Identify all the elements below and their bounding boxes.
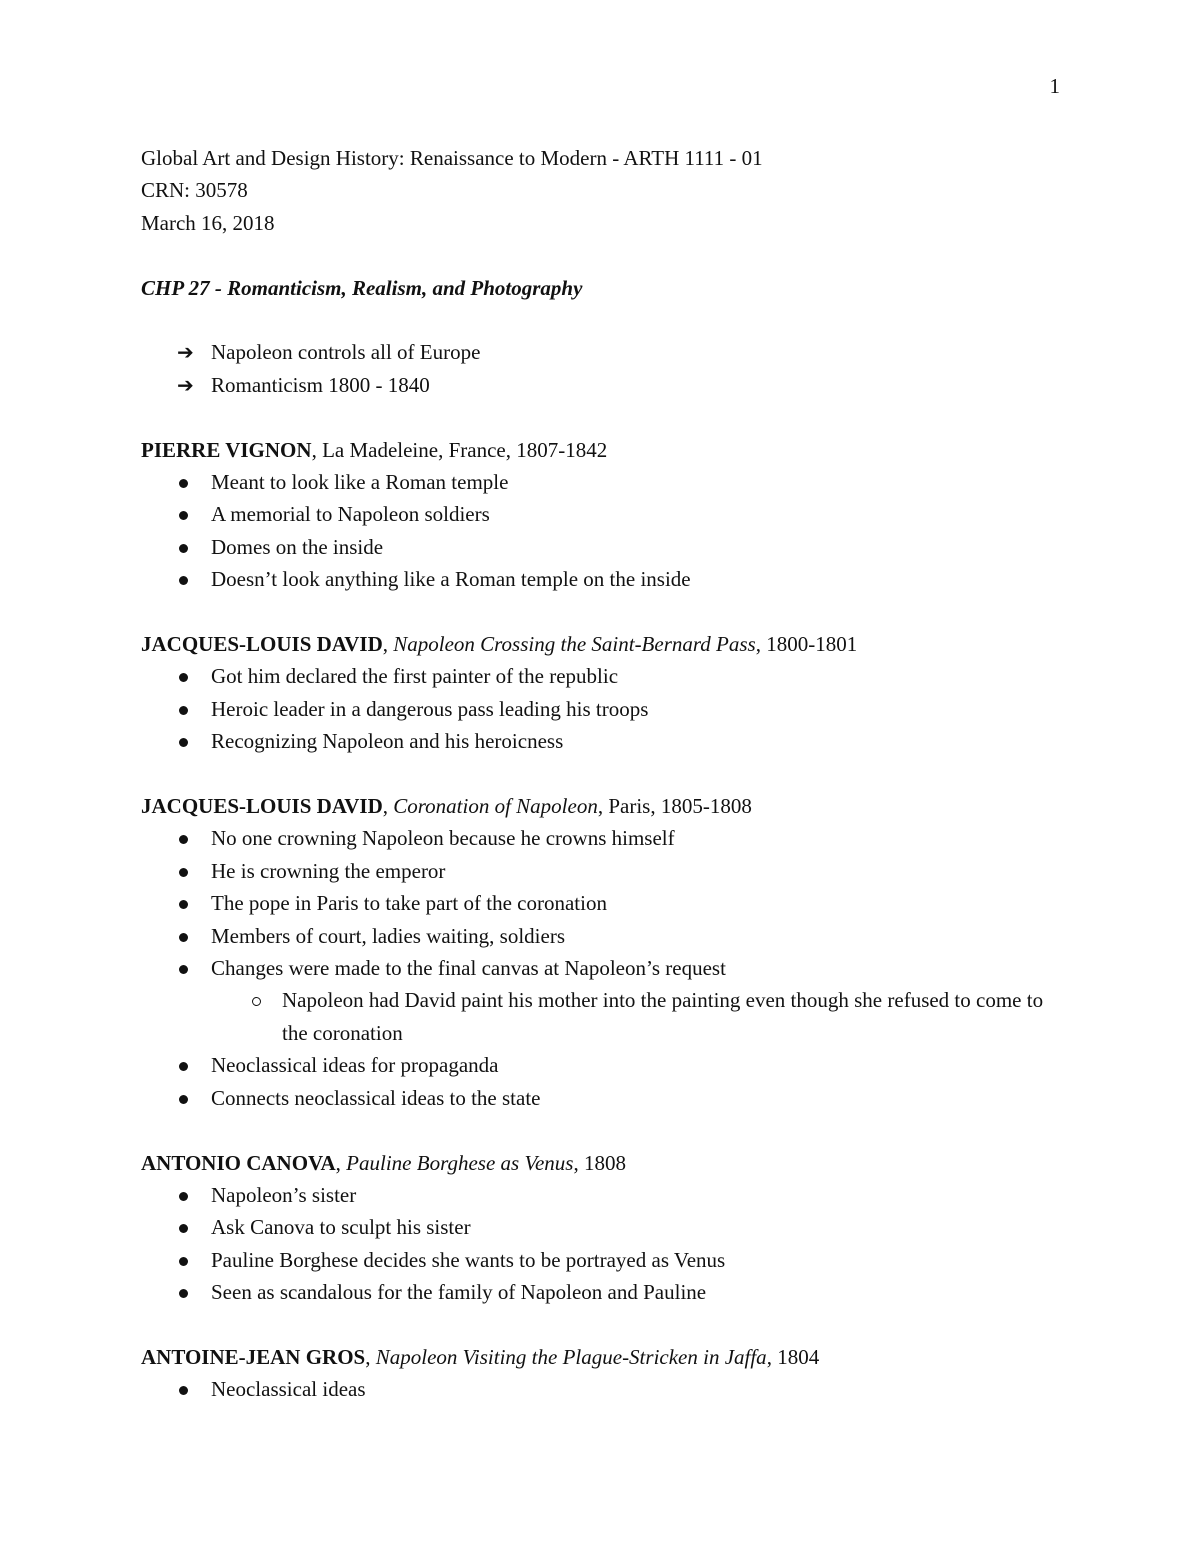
artist-name: ANTOINE-JEAN GROS <box>141 1344 366 1369</box>
work-title: Napoleon Crossing the Saint-Bernard Pass <box>393 632 756 657</box>
list-item: Neoclassical ideas for propaganda <box>141 1049 1071 1081</box>
work-details: , 1804 <box>766 1344 820 1369</box>
list-item: Connects neoclassical ideas to the state <box>141 1082 1071 1114</box>
work-title: La Madeleine <box>322 437 439 462</box>
artist-name: PIERRE VIGNON <box>141 437 312 462</box>
date-line: March 16, 2018 <box>141 210 275 235</box>
hollow-circle-bullet-icon <box>252 997 261 1006</box>
filled-circle-bullet-icon <box>179 511 188 520</box>
bullet-list <box>141 1373 1071 1405</box>
filled-circle-bullet-icon <box>179 1095 188 1104</box>
right-arrow-icon: ➔ <box>177 340 194 365</box>
crn-line: CRN: 30578 <box>141 178 248 203</box>
filled-circle-bullet-icon <box>179 1257 188 1266</box>
filled-circle-bullet-icon <box>179 900 188 909</box>
filled-circle-bullet-icon <box>179 933 188 942</box>
course-title: Global Art and Design History: Renaissance to Modern - ARTH 1111 - 01 <box>141 146 763 170</box>
list-item: A memorial to Napoleon soldiers <box>141 498 1071 530</box>
artist-name: ANTONIO CANOVA <box>141 1150 336 1175</box>
section-heading: PIERRE VIGNON, La Madeleine, France, 1807-1842 <box>141 437 608 462</box>
list-item: Pauline Borghese decides she wants to be portrayed as Venus <box>141 1244 1071 1276</box>
filled-circle-bullet-icon <box>179 706 188 715</box>
artist-name: JACQUES-LOUIS DAVID <box>141 632 383 657</box>
list-item: Doesn’t look anything like a Roman temple on the inside <box>141 563 1071 595</box>
list-item: The pope in Paris to take part of the coronation <box>141 887 1071 919</box>
filled-circle-bullet-icon <box>179 1386 188 1395</box>
work-title: Napoleon Visiting the Plague-Stricken in Jaffa <box>375 1344 767 1369</box>
work-title: Coronation of Napoleon <box>393 794 598 819</box>
list-item: Changes were made to the final canvas at Napoleon’s request Napoleon had David paint his mother into the painting even though she refused to come to the coronation <box>141 952 1071 1049</box>
filled-circle-bullet-icon <box>179 576 188 585</box>
artist-name: JACQUES-LOUIS DAVID <box>141 794 383 819</box>
filled-circle-bullet-icon <box>179 1289 188 1298</box>
list-item: Members of court, ladies waiting, soldiers <box>141 920 1071 952</box>
filled-circle-bullet-icon <box>179 544 188 553</box>
list-item: Heroic leader in a dangerous pass leading his troops <box>141 693 1071 725</box>
list-item: Domes on the inside <box>141 531 1071 563</box>
chapter-title: CHP 27 - Romanticism, Realism, and Photography <box>141 275 583 300</box>
filled-circle-bullet-icon <box>179 738 188 747</box>
work-details: , Paris, 1805-1808 <box>597 794 752 819</box>
list-item: He is crowning the emperor <box>141 855 1071 887</box>
section-heading: ANTOINE-JEAN GROS, Napoleon Visiting the Plague-Stricken in Jaffa, 1804 <box>141 1344 820 1369</box>
filled-circle-bullet-icon <box>179 1224 188 1233</box>
list-item: ➔ Napoleon controls all of Europe <box>141 336 1071 368</box>
filled-circle-bullet-icon <box>179 835 188 844</box>
list-item: Got him declared the first painter of the republic <box>141 660 1071 692</box>
bullet-list <box>141 1179 1071 1309</box>
right-arrow-icon: ➔ <box>177 372 194 397</box>
list-item: No one crowning Napoleon because he crowns himself <box>141 822 1071 854</box>
work-details: , 1800-1801 <box>755 632 858 657</box>
document-body <box>141 142 1071 1406</box>
filled-circle-bullet-icon <box>179 868 188 877</box>
list-item: Neoclassical ideas <box>141 1373 1071 1405</box>
work-title: Pauline Borghese as Venus <box>346 1150 574 1175</box>
page-number: 1 <box>1049 74 1060 98</box>
section-heading: ANTONIO CANOVA, Pauline Borghese as Venus, 1808 <box>141 1150 626 1175</box>
list-item: ➔ Romanticism 1800 - 1840 <box>141 369 1071 401</box>
filled-circle-bullet-icon <box>179 1192 188 1201</box>
list-item: Napoleon’s sister <box>141 1179 1071 1211</box>
filled-circle-bullet-icon <box>179 1062 188 1071</box>
list-item: Seen as scandalous for the family of Napoleon and Pauline <box>141 1276 1071 1308</box>
list-item: Recognizing Napoleon and his heroicness <box>141 725 1071 757</box>
filled-circle-bullet-icon <box>179 965 188 974</box>
section-heading: JACQUES-LOUIS DAVID, Coronation of Napoleon, Paris, 1805-1808 <box>141 794 752 819</box>
bullet-list <box>141 660 1071 757</box>
list-item: Ask Canova to sculpt his sister <box>141 1211 1071 1243</box>
bullet-list <box>141 822 1071 1114</box>
intro-list <box>141 336 1071 401</box>
section-heading: JACQUES-LOUIS DAVID, Napoleon Crossing the Saint-Bernard Pass, 1800-1801 <box>141 632 858 657</box>
bullet-list <box>141 466 1071 596</box>
work-details: , 1808 <box>573 1150 626 1175</box>
filled-circle-bullet-icon <box>179 673 188 682</box>
list-item: Meant to look like a Roman temple <box>141 466 1071 498</box>
sub-list-item: Napoleon had David paint his mother into the painting even though she refused to come to the coronation <box>211 984 1071 1049</box>
sub-bullet-list <box>211 984 1071 1049</box>
work-details: , France, 1807-1842 <box>438 437 608 462</box>
filled-circle-bullet-icon <box>179 479 188 488</box>
